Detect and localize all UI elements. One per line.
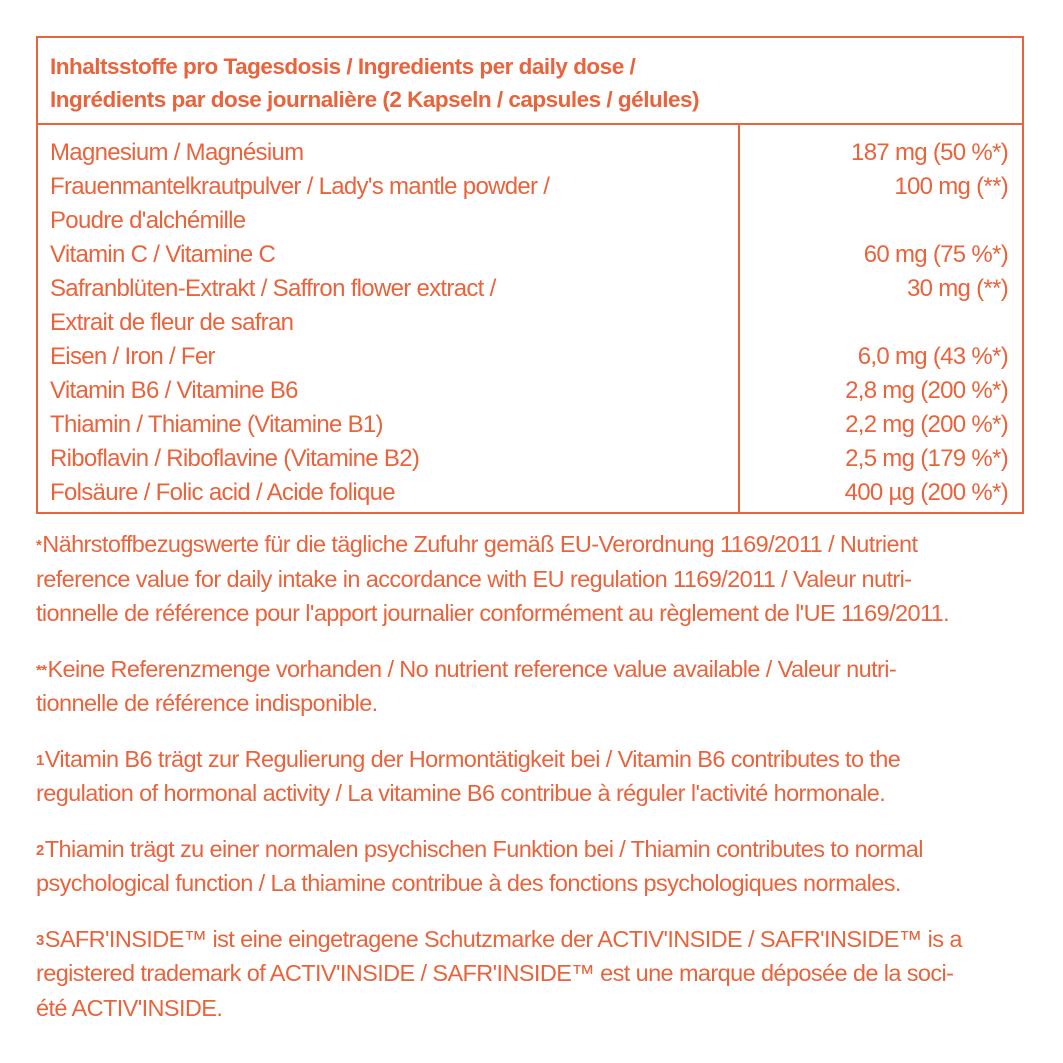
- table-row: [50, 306, 1008, 340]
- footnote-text: Vitamin B6 trägt zur Regulierung der Hormontätigkeit bei / Vitamin B6 contributes to the: [44, 745, 901, 772]
- ingredient-name: Folsäure / Folic acid / Acide folique: [50, 479, 395, 506]
- table-row: [50, 442, 1008, 476]
- table-header: [38, 38, 1022, 125]
- footnote-text: Nährstoffbezugswerte für die tägliche Zufuhr gemäß EU-Verordnung 1169/2011 / Nutrient: [42, 531, 918, 557]
- footnote-text: Keine Referenzmenge vorhanden / No nutrient reference value available / Valeur nutri-: [47, 655, 897, 682]
- ingredient-name: Poudre d'alchémille: [50, 207, 246, 234]
- ingredient-amount: 100 mg (**): [894, 173, 1008, 200]
- ingredient-amount: 6,0 mg (43 %*): [857, 343, 1008, 370]
- footnotes: [36, 527, 1031, 1046]
- footnote-line: [36, 742, 1031, 777]
- footnote-nrv: [36, 527, 1031, 631]
- ingredient-amount: 30 mg (**): [906, 275, 1008, 302]
- ingredient-rows: [50, 136, 1008, 510]
- footnote-marker: 2: [36, 841, 44, 859]
- ingredient-name: Vitamin C / Vitamine C: [50, 241, 276, 268]
- footnote-marker: **: [36, 661, 47, 679]
- table-row: [50, 272, 1008, 306]
- header-line-1: Inhaltsstoffe pro Tagesdosis / Ingredients per daily dose /: [50, 54, 636, 79]
- footnote-line: regulation of hormonal activity / La vitamine B6 contribue à réguler l'activité hormonale.: [36, 780, 886, 806]
- header-line-2: Ingrédients par dose journalière (2 Kapseln / capsules / gélules): [50, 87, 699, 112]
- ingredient-amount: 187 mg (50 %*): [851, 139, 1008, 166]
- footnote-line: psychological function / La thiamine contribue à des fonctions psychologiques normales.: [36, 870, 901, 896]
- footnote-line: [36, 527, 1031, 562]
- footnote-line: reference value for daily intake in accordance with EU regulation 1169/2011 / Valeur nutri-: [36, 565, 912, 592]
- footnote-marker: *: [36, 537, 42, 554]
- footnote-3: [36, 922, 1031, 1026]
- footnote-2: [36, 832, 1031, 901]
- footnote-line: registered trademark of ACTIV'INSIDE / SAFR'INSIDE™ est une marque déposée de la soci-: [36, 960, 954, 986]
- footnote-line: tionnelle de référence indisponible.: [36, 690, 378, 716]
- ingredient-name: Extrait de fleur de safran: [50, 309, 294, 336]
- ingredient-name: Magnesium / Magnésium: [50, 139, 304, 166]
- table-row: [50, 340, 1008, 374]
- table-row: [50, 476, 1008, 510]
- table-row: [50, 170, 1008, 204]
- footnote-line: été ACTIV'INSIDE.: [36, 994, 223, 1021]
- table-row: [50, 374, 1008, 408]
- ingredient-amount: 2,2 mg (200 %*): [845, 411, 1008, 438]
- ingredient-name: Riboflavin / Riboflavine (Vitamine B2): [50, 445, 420, 472]
- footnote-text: SAFR'INSIDE™ ist eine eingetragene Schutzmarke der ACTIV'INSIDE / SAFR'INSIDE™ is a: [44, 925, 962, 952]
- footnote-marker: 3: [36, 931, 44, 949]
- ingredient-name: Safranblüten-Extrakt / Saffron flower extract /: [50, 275, 496, 302]
- table-row: [50, 408, 1008, 442]
- ingredient-name: Frauenmantelkrautpulver / Lady's mantle powder /: [50, 173, 550, 200]
- ingredients-table: [36, 36, 1024, 514]
- ingredient-amount: 60 mg (75 %*): [863, 241, 1008, 268]
- footnote-marker: 1: [36, 751, 44, 769]
- ingredient-name: Vitamin B6 / Vitamine B6: [50, 377, 298, 404]
- footnote-line: [36, 652, 1031, 687]
- footnote-no-nrv: [36, 652, 1031, 721]
- footnote-1: [36, 742, 1031, 811]
- footnote-text: Thiamin trägt zu einer normalen psychischen Funktion bei / Thiamin contributes to normal: [44, 835, 923, 862]
- footnote-line: [36, 922, 1031, 957]
- footnote-line: [36, 832, 1031, 867]
- ingredient-name: Thiamin / Thiamine (Vitamine B1): [50, 411, 383, 438]
- ingredient-amount: 2,8 mg (200 %*): [845, 377, 1008, 404]
- ingredient-amount: 400 µg (200 %*): [844, 479, 1008, 506]
- ingredient-amount: 2,5 mg (179 %*): [845, 445, 1008, 472]
- table-row: [50, 238, 1008, 272]
- table-row: [50, 136, 1008, 170]
- footnote-line: tionnelle de référence pour l'apport journalier conformément au règlement de l'UE 1169/2011.: [36, 600, 950, 626]
- ingredient-name: Eisen / Iron / Fer: [50, 343, 215, 370]
- table-row: [50, 204, 1008, 238]
